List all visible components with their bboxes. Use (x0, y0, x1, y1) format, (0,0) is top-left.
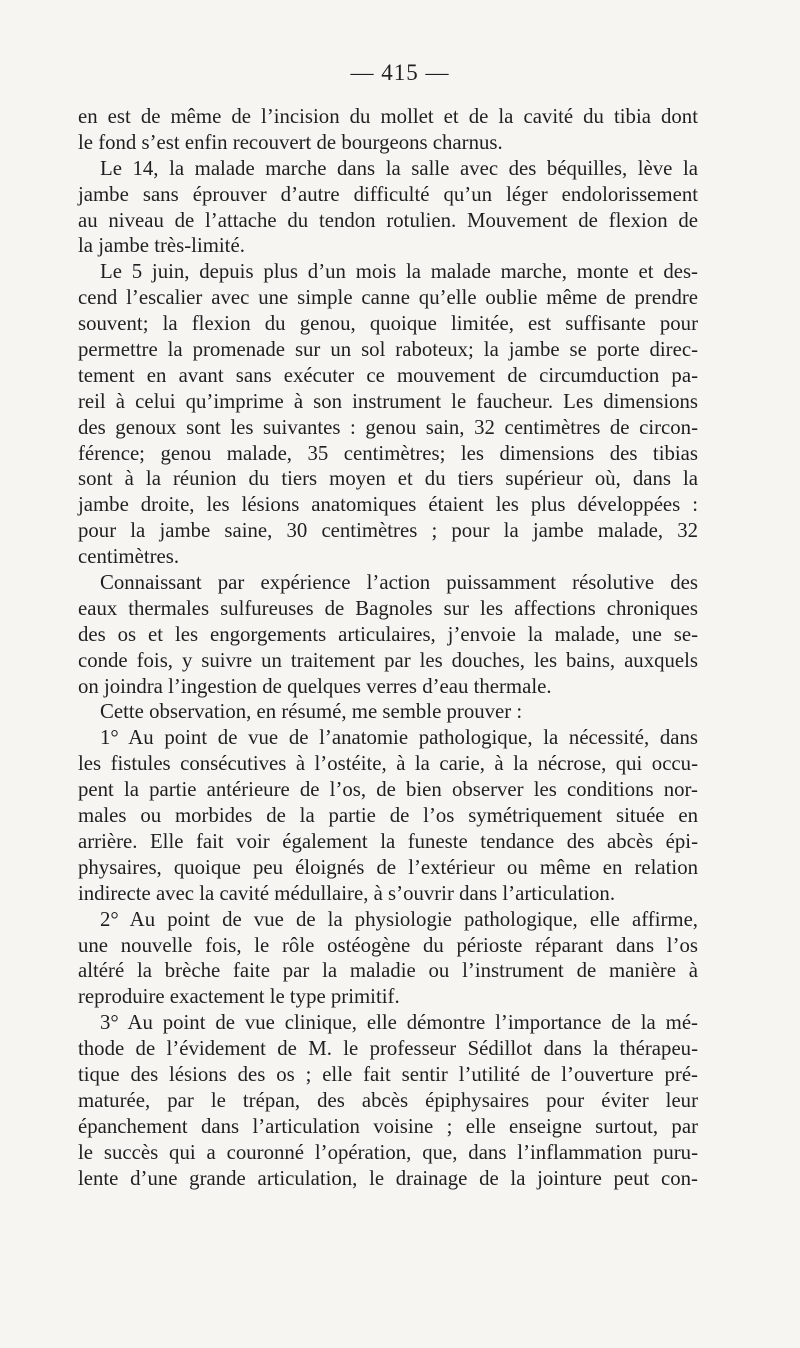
text-line: des genoux sont les suivantes : genou sain, 32 centimètres de circon- (78, 415, 698, 439)
text-line: le succès qui a couronné l’opération, que, dans l’inflammation puru- (78, 1140, 698, 1164)
text-line: jambe droite, les lésions anatomiques étaient les plus développées : (78, 493, 698, 517)
text-line: on joindra l’ingestion de quelques verres d’eau thermale. (78, 674, 552, 698)
text-line: tique des lésions des os ; elle fait sentir l’utilité de l’ouverture pré- (78, 1062, 698, 1086)
text-line: pent la partie antérieure de l’os, de bien observer les conditions nor- (78, 778, 698, 802)
text-line: férence; genou malade, 35 centimètres; les dimensions des tibias (78, 441, 698, 465)
text-line: Le 14, la malade marche dans la salle avec des béquilles, lève la (100, 156, 698, 180)
text-line: jambe sans éprouver d’autre difficulté qu’un léger endolorissement (78, 182, 698, 206)
text-line: permettre la promenade sur un sol raboteux; la jambe se porte direc- (78, 338, 698, 362)
text-line: conde fois, y suivre un traitement par les douches, les bains, auxquels (78, 648, 698, 672)
text-line: physaires, quoique peu éloignés de l’extérieur ou même en relation (78, 855, 698, 879)
text-line: indirecte avec la cavité médullaire, à s’ouvrir dans l’articulation. (78, 881, 616, 905)
text-line: en est de même de l’incision du mollet et de la cavité du tibia dont (78, 105, 698, 128)
text-line: souvent; la flexion du genou, quoique limitée, est suffisante pour (78, 312, 698, 336)
text-line: cend l’escalier avec une simple canne qu’elle oublie même de prendre (78, 286, 698, 310)
text-line: eaux thermales sulfureuses de Bagnoles sur les affections chroniques (78, 596, 698, 620)
text-line: thode de l’évidement de M. le professeur Sédillot dans la thérapeu- (78, 1037, 698, 1061)
text-line: au niveau de l’attache du tendon rotulien. Mouvement de flexion de (78, 208, 698, 232)
text-line: le fond s’est enfin recouvert de bourgeons charnus. (78, 130, 503, 154)
text-line: lente d’une grande articulation, le drainage de la jointure peut con- (78, 1166, 698, 1190)
text-line: la jambe très-limité. (78, 234, 245, 258)
text-line: altéré la brèche faite par la maladie ou l’instrument de manière à (78, 959, 698, 983)
text-line: maturée, par le trépan, des abcès épiphysaires pour éviter leur (78, 1088, 698, 1112)
body-text (78, 104, 698, 1191)
text-line: épanchement dans l’articulation voisine ; elle enseigne surtout, par (78, 1114, 698, 1138)
text-line: des os et les engorgements articulaires, j’envoie la malade, une se- (78, 622, 698, 646)
text-line: reproduire exactement le type primitif. (78, 985, 400, 1009)
text-line: arrière. Elle fait voir également la funeste tendance des abcès épi- (78, 829, 698, 853)
text-line: Cette observation, en résumé, me semble prouver : (100, 700, 523, 724)
text-line: les fistules consécutives à l’ostéite, à la carie, à la nécrose, qui occu- (78, 752, 698, 776)
text-line: reil à celui qu’imprime à son instrument le faucheur. Les dimensions (78, 389, 698, 413)
text-line: Le 5 juin, depuis plus d’un mois la malade marche, monte et des- (100, 260, 698, 284)
text-line: pour la jambe saine, 30 centimètres ; pour la jambe malade, 32 (78, 519, 698, 543)
text-line: une nouvelle fois, le rôle ostéogène du périoste réparant dans l’os (78, 933, 698, 957)
text-line: 2° Au point de vue de la physiologie pathologique, elle affirme, (100, 907, 698, 931)
text-line: males ou morbides de la partie de l’os symétriquement située en (78, 804, 698, 828)
text-line: 1° Au point de vue de l’anatomie pathologique, la nécessité, dans (100, 726, 698, 750)
text-line: centimètres. (78, 545, 180, 569)
text-line: tement en avant sans exécuter ce mouvement de circumduction pa- (78, 363, 698, 387)
page-number: — 415 — (350, 60, 450, 85)
text-line: 3° Au point de vue clinique, elle démontre l’importance de la mé- (100, 1011, 698, 1035)
text-line: sont à la réunion du tiers moyen et du tiers supérieur où, dans la (78, 467, 698, 491)
text-line: Connaissant par expérience l’action puissamment résolutive des (100, 571, 698, 595)
